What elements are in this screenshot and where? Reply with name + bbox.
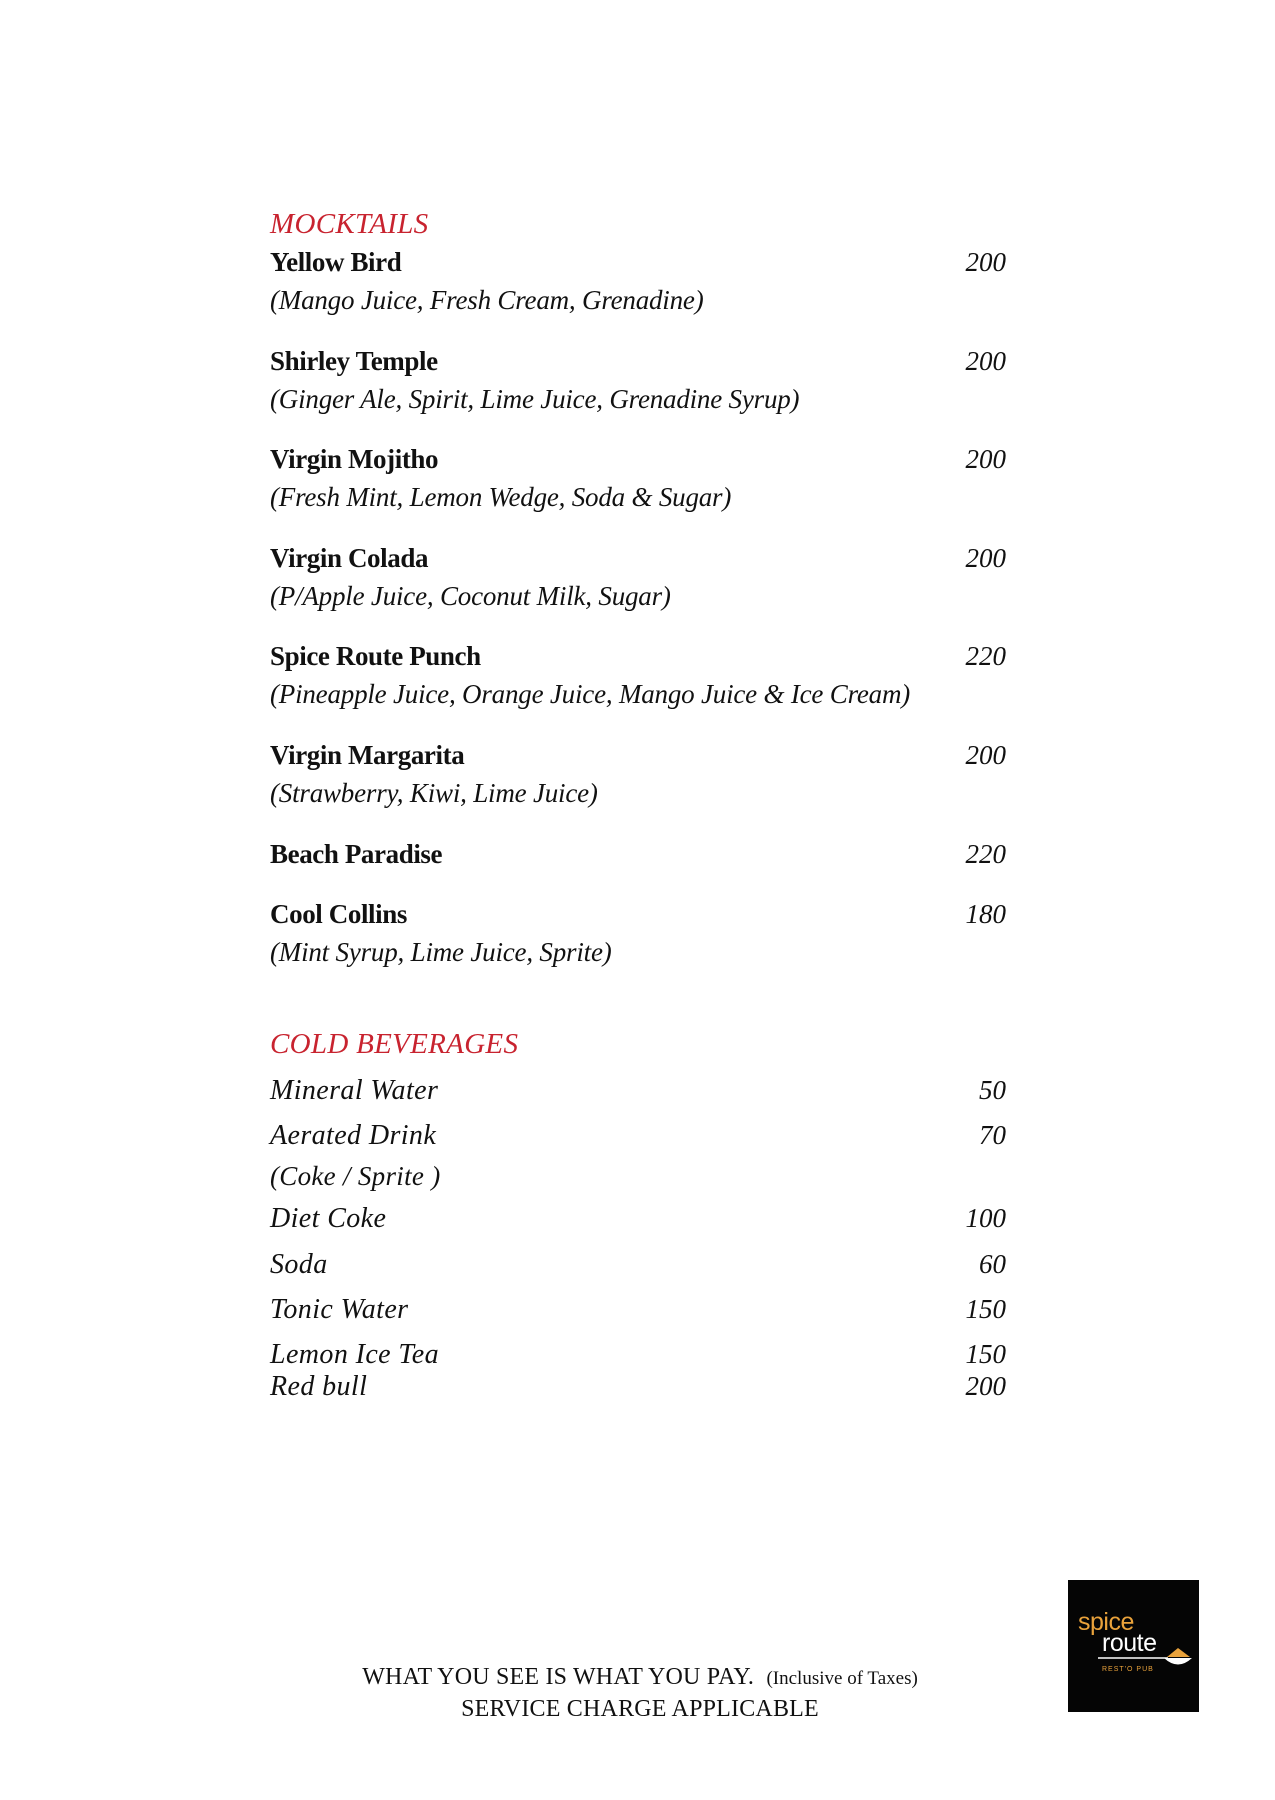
item-name: Virgin Margarita	[270, 740, 465, 770]
item-price: 150	[965, 1294, 1006, 1324]
menu-item	[270, 1296, 1006, 1324]
item-price: 200	[965, 346, 1006, 376]
menu-item	[270, 841, 1006, 868]
menu-item	[270, 249, 1006, 314]
footer-notice	[300, 1662, 980, 1725]
item-price: 200	[965, 247, 1006, 277]
menu-item	[270, 643, 1006, 708]
item-price: 200	[965, 543, 1006, 573]
item-name: Cool Collins	[270, 899, 407, 929]
logo-tagline: REST'O PUB	[1102, 1666, 1154, 1673]
item-description: (Fresh Mint, Lemon Wedge, Soda & Sugar)	[270, 482, 732, 512]
item-price: 220	[965, 641, 1006, 671]
item-name: Tonic Water	[270, 1294, 409, 1325]
item-name: Virgin Mojitho	[270, 444, 439, 474]
menu-item	[270, 901, 1006, 966]
item-price: 200	[965, 740, 1006, 770]
item-name: Virgin Colada	[270, 543, 429, 573]
menu-item	[270, 446, 1006, 511]
item-description: (Pineapple Juice, Orange Juice, Mango Juice & Ice Cream)	[270, 679, 911, 709]
item-name: Lemon Ice Tea	[270, 1339, 440, 1370]
menu-item	[270, 348, 1006, 413]
item-description: (Mint Syrup, Lime Juice, Sprite)	[270, 937, 612, 967]
item-name: Mineral Water	[270, 1075, 439, 1106]
logo-word-spice: spice	[1078, 1608, 1134, 1636]
item-name: Spice Route Punch	[270, 641, 481, 671]
item-name: Diet Coke	[270, 1203, 387, 1234]
item-name: Beach Paradise	[270, 839, 443, 869]
footer-service-charge: SERVICE CHARGE APPLICABLE	[461, 1696, 819, 1722]
item-price: 180	[965, 899, 1006, 929]
item-name: Shirley Temple	[270, 346, 438, 376]
footer-tax-note: (Inclusive of Taxes)	[766, 1668, 918, 1689]
menu-item	[270, 1373, 1006, 1401]
menu-item	[270, 1251, 1006, 1279]
menu-item	[270, 1205, 1006, 1233]
item-name: Red bull	[270, 1371, 368, 1402]
item-name: Yellow Bird	[270, 247, 402, 277]
item-description: (Ginger Ale, Spirit, Lime Juice, Grenadine Syrup)	[270, 384, 800, 414]
footer-line-1	[300, 1662, 980, 1694]
brand-logo	[1068, 1580, 1199, 1712]
item-price: 150	[965, 1339, 1006, 1369]
item-price: 220	[965, 839, 1006, 869]
item-description: (Strawberry, Kiwi, Lime Juice)	[270, 778, 598, 808]
section-title-mocktails: MOCKTAILS	[270, 208, 429, 240]
item-price: 200	[965, 444, 1006, 474]
item-price: 60	[979, 1249, 1006, 1279]
item-price: 200	[965, 1371, 1006, 1401]
menu-item	[270, 545, 1006, 610]
section-title-cold-beverages: COLD BEVERAGES	[270, 1028, 519, 1060]
item-name: Aerated Drink	[270, 1120, 437, 1151]
logo-word-route: route	[1102, 1629, 1157, 1657]
menu-item	[270, 1077, 1006, 1105]
item-description: (Mango Juice, Fresh Cream, Grenadine)	[270, 285, 704, 315]
item-description: (Coke / Sprite )	[270, 1161, 441, 1191]
menu-item	[270, 742, 1006, 807]
item-price: 100	[965, 1203, 1006, 1233]
item-name: Soda	[270, 1249, 328, 1280]
menu-item	[270, 1122, 1006, 1190]
item-price: 70	[979, 1120, 1006, 1150]
menu-item	[270, 1341, 1006, 1369]
item-description: (P/Apple Juice, Coconut Milk, Sugar)	[270, 581, 671, 611]
item-price: 50	[979, 1075, 1006, 1105]
footer-pay-notice: WHAT YOU SEE IS WHAT YOU PAY.	[362, 1664, 755, 1690]
